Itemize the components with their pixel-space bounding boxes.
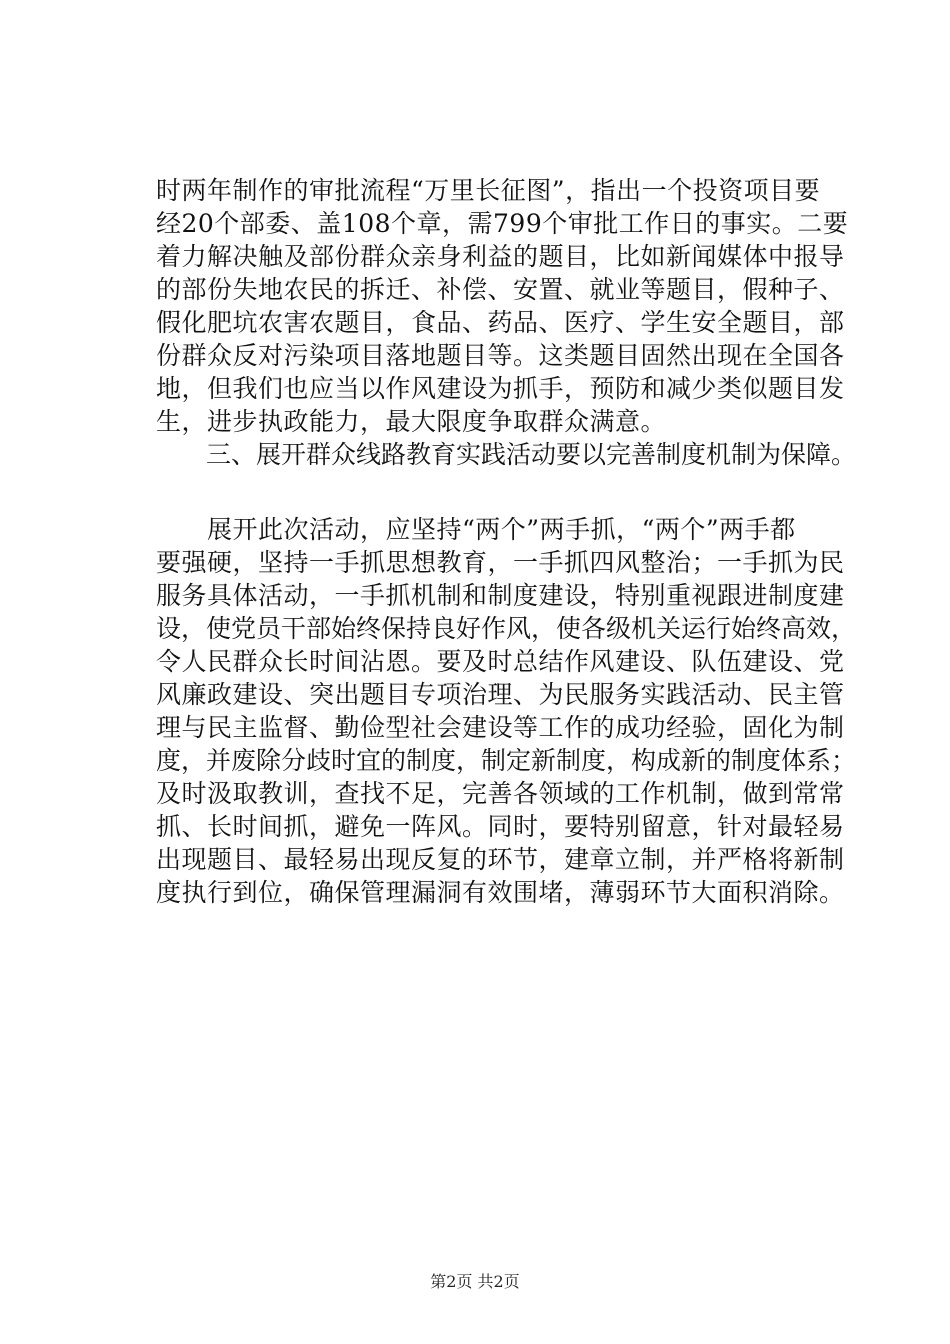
text-line: 度，并废除分歧时宜的制度，制定新制度，构成新的制度体系； — [156, 746, 857, 775]
text-line: 地，但我们也应当以作风建设为抓手，预防和减少类似题目发 — [156, 374, 845, 403]
text-line: 令人民群众长时间沾恩。要及时总结作风建设、队伍建设、党 — [156, 647, 845, 676]
text-line: 设，使党员干部始终保持良好作风，使各级机关运行始终高效， — [156, 614, 857, 643]
text-line: 要强硬，坚持一手抓思想教育，一手抓四风整治；一手抓为民 — [156, 548, 845, 577]
text-line: 出现题目、最轻易出现反复的环节，建章立制，并严格将新制 — [156, 845, 845, 874]
text-line: 风廉政建设、突出题目专项治理、为民服务实践活动、民主管 — [156, 680, 845, 709]
text-line: 着力解决触及部份群众亲身利益的题目，比如新闻媒体中报导 — [156, 242, 845, 271]
text-line: 份群众反对污染项目落地题目等。这类题目固然出现在全国各 — [156, 341, 845, 370]
text-line: 抓、长时间抓，避免一阵风。同时，要特别留意，针对最轻易 — [156, 812, 845, 841]
text-line: 假化肥坑农害农题目，食品、药品、医疗、学生安全题目，部 — [156, 308, 845, 337]
text-line: 的部份失地农民的拆迁、补偿、安置、就业等题目，假种子、 — [156, 275, 845, 304]
text-line: 及时汲取教训，查找不足，完善各领域的工作机制，做到常常 — [156, 779, 845, 808]
paragraph-spacer — [156, 471, 856, 513]
paragraph-2 — [156, 513, 856, 909]
text-line: 经20个部委、盖108个章，需799个审批工作日的事实。二要 — [156, 209, 849, 238]
text-line: 理与民主监督、勤俭型社会建设等工作的成功经验，固化为制 — [156, 713, 845, 742]
document-body — [156, 174, 856, 909]
text-line: 生，进步执政能力，最大限度争取群众满意。 — [156, 407, 667, 436]
text-line: 服务具体活动，一手抓机制和制度建设，特别重视跟进制度建 — [156, 581, 845, 610]
text-line: 度执行到位，确保管理漏洞有效围堵，薄弱环节大面积消除。 — [156, 878, 845, 907]
text-line: 时两年制作的审批流程“万里长征图”，指出一个投资项目要 — [156, 176, 821, 205]
section-heading: 三、展开群众线路教育实践活动要以完善制度机制为保障。 — [156, 440, 857, 469]
page-footer — [0, 1272, 950, 1292]
paragraph-1 — [156, 174, 856, 438]
page-number: 第2页 共2页 — [430, 1272, 520, 1291]
text-line: 展开此次活动，应坚持“两个”两手抓，“两个”两手都 — [156, 515, 796, 544]
